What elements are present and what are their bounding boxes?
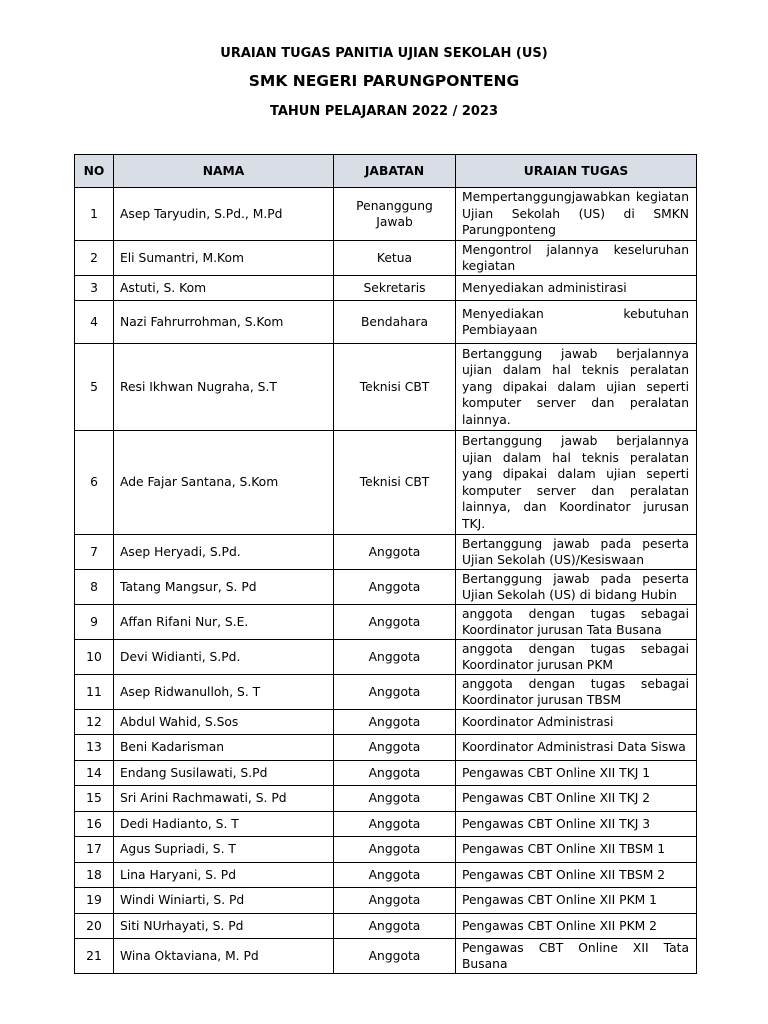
table-row xyxy=(75,675,697,710)
member-name: Windi Winiarti, S. Pd xyxy=(114,888,334,914)
column-header-nama: NAMA xyxy=(114,155,334,188)
row-number: 4 xyxy=(75,301,114,344)
member-duty: Menyediakan administirasi xyxy=(456,276,697,301)
member-name: Abdul Wahid, S.Sos xyxy=(114,710,334,735)
row-number: 19 xyxy=(75,888,114,914)
table-row xyxy=(75,276,697,301)
member-position: Bendahara xyxy=(334,301,456,344)
member-duty: Bertanggung jawab pada peserta Ujian Sekolah (US)/Kesiswaan xyxy=(456,535,697,570)
member-duty: anggota dengan tugas sebagai Koordinator jurusan Tata Busana xyxy=(456,605,697,640)
member-position: Sekretaris xyxy=(334,276,456,301)
row-number: 15 xyxy=(75,786,114,812)
table-row xyxy=(75,301,697,344)
row-number: 13 xyxy=(75,735,114,761)
member-position: Teknisi CBT xyxy=(334,431,456,535)
member-name: Asep Heryadi, S.Pd. xyxy=(114,535,334,570)
member-name: Dedi Hadianto, S. T xyxy=(114,812,334,837)
row-number: 18 xyxy=(75,863,114,888)
member-position: Anggota xyxy=(334,863,456,888)
member-position: Anggota xyxy=(334,812,456,837)
row-number: 7 xyxy=(75,535,114,570)
row-number: 16 xyxy=(75,812,114,837)
member-duty: Koordinator Administrasi Data Siswa xyxy=(456,735,697,761)
member-name: Astuti, S. Kom xyxy=(114,276,334,301)
member-position: Teknisi CBT xyxy=(334,344,456,431)
member-duty: Pengawas CBT Online XII TKJ 3 xyxy=(456,812,697,837)
row-number: 11 xyxy=(75,675,114,710)
member-duty: Bertanggung jawab pada peserta Ujian Sekolah (US) di bidang Hubin xyxy=(456,570,697,605)
row-number: 6 xyxy=(75,431,114,535)
member-position: Anggota xyxy=(334,914,456,939)
row-number: 12 xyxy=(75,710,114,735)
member-position: Anggota xyxy=(334,675,456,710)
member-position: Anggota xyxy=(334,786,456,812)
member-name: Asep Ridwanulloh, S. T xyxy=(114,675,334,710)
table-row xyxy=(75,710,697,735)
member-position: Penanggung Jawab xyxy=(334,188,456,241)
academic-year: TAHUN PELAJARAN 2022 / 2023 xyxy=(269,104,499,119)
table-row xyxy=(75,535,697,570)
table-row xyxy=(75,735,697,761)
member-position: Anggota xyxy=(334,761,456,786)
member-name: Eli Sumantri, M.Kom xyxy=(114,241,334,276)
column-header-no: NO xyxy=(75,155,114,188)
member-position: Anggota xyxy=(334,640,456,675)
member-name: Agus Supriadi, S. T xyxy=(114,837,334,863)
table-row xyxy=(75,241,697,276)
member-name: Nazi Fahrurrohman, S.Kom xyxy=(114,301,334,344)
row-number: 2 xyxy=(75,241,114,276)
member-duty: Mempertanggungjawabkan kegiatan Ujian Sekolah (US) di SMKN Parungponteng xyxy=(456,188,697,241)
row-number: 10 xyxy=(75,640,114,675)
member-name: Asep Taryudin, S.Pd., M.Pd xyxy=(114,188,334,241)
member-duty: Bertanggung jawab berjalannya ujian dalam hal teknis peralatan yang dipakai dalam ujian seperti komputer server dan peralatan lainnya. xyxy=(456,344,697,431)
member-duty: Menyediakan kebutuhan Pembiayaan xyxy=(456,301,697,344)
duty-table xyxy=(74,154,697,974)
row-number: 3 xyxy=(75,276,114,301)
table-row xyxy=(75,863,697,888)
member-name: Beni Kadarisman xyxy=(114,735,334,761)
member-duty: anggota dengan tugas sebagai Koordinator jurusan TBSM xyxy=(456,675,697,710)
table-row xyxy=(75,640,697,675)
table-row xyxy=(75,812,697,837)
member-duty: Bertanggung jawab berjalannya ujian dalam hal teknis peralatan yang dipakai dalam ujian seperti komputer server dan peralatan lainnya, dan Koordinator jurusan TKJ. xyxy=(456,431,697,535)
column-header-uraian: URAIAN TUGAS xyxy=(456,155,697,188)
member-name: Sri Arini Rachmawati, S. Pd xyxy=(114,786,334,812)
row-number: 8 xyxy=(75,570,114,605)
member-name: Wina Oktaviana, M. Pd xyxy=(114,939,334,974)
member-position: Anggota xyxy=(334,888,456,914)
member-name: Siti NUrhayati, S. Pd xyxy=(114,914,334,939)
row-number: 9 xyxy=(75,605,114,640)
school-name: SMK NEGERI PARUNGPONTENG xyxy=(248,72,520,90)
member-name: Affan Rifani Nur, S.E. xyxy=(114,605,334,640)
member-position: Ketua xyxy=(334,241,456,276)
member-duty: Pengawas CBT Online XII Tata Busana xyxy=(456,939,697,974)
row-number: 20 xyxy=(75,914,114,939)
member-position: Anggota xyxy=(334,939,456,974)
member-name: Devi Widianti, S.Pd. xyxy=(114,640,334,675)
column-header-jabatan: JABATAN xyxy=(334,155,456,188)
member-name: Lina Haryani, S. Pd xyxy=(114,863,334,888)
member-position: Anggota xyxy=(334,735,456,761)
member-position: Anggota xyxy=(334,535,456,570)
member-duty: Pengawas CBT Online XII PKM 1 xyxy=(456,888,697,914)
row-number: 14 xyxy=(75,761,114,786)
document-title: URAIAN TUGAS PANITIA UJIAN SEKOLAH (US) xyxy=(220,46,548,61)
table-row xyxy=(75,188,697,241)
table-row xyxy=(75,344,697,431)
member-position: Anggota xyxy=(334,605,456,640)
table-row xyxy=(75,939,697,974)
table-row xyxy=(75,761,697,786)
table-row xyxy=(75,786,697,812)
member-duty: Mengontrol jalannya keseluruhan kegiatan xyxy=(456,241,697,276)
member-position: Anggota xyxy=(334,710,456,735)
member-name: Endang Susilawati, S.Pd xyxy=(114,761,334,786)
member-position: Anggota xyxy=(334,570,456,605)
table-row xyxy=(75,431,697,535)
row-number: 17 xyxy=(75,837,114,863)
table-row xyxy=(75,914,697,939)
row-number: 21 xyxy=(75,939,114,974)
member-duty: Koordinator Administrasi xyxy=(456,710,697,735)
member-duty: Pengawas CBT Online XII TKJ 1 xyxy=(456,761,697,786)
member-name: Resi Ikhwan Nugraha, S.T xyxy=(114,344,334,431)
table-row xyxy=(75,888,697,914)
member-duty: Pengawas CBT Online XII TKJ 2 xyxy=(456,786,697,812)
member-duty: anggota dengan tugas sebagai Koordinator jurusan PKM xyxy=(456,640,697,675)
member-duty: Pengawas CBT Online XII TBSM 2 xyxy=(456,863,697,888)
member-name: Ade Fajar Santana, S.Kom xyxy=(114,431,334,535)
table-row xyxy=(75,605,697,640)
row-number: 5 xyxy=(75,344,114,431)
table-header-row xyxy=(75,155,697,188)
table-row xyxy=(75,837,697,863)
member-duty: Pengawas CBT Online XII TBSM 1 xyxy=(456,837,697,863)
member-duty: Pengawas CBT Online XII PKM 2 xyxy=(456,914,697,939)
row-number: 1 xyxy=(75,188,114,241)
member-position: Anggota xyxy=(334,837,456,863)
table-row xyxy=(75,570,697,605)
member-name: Tatang Mangsur, S. Pd xyxy=(114,570,334,605)
